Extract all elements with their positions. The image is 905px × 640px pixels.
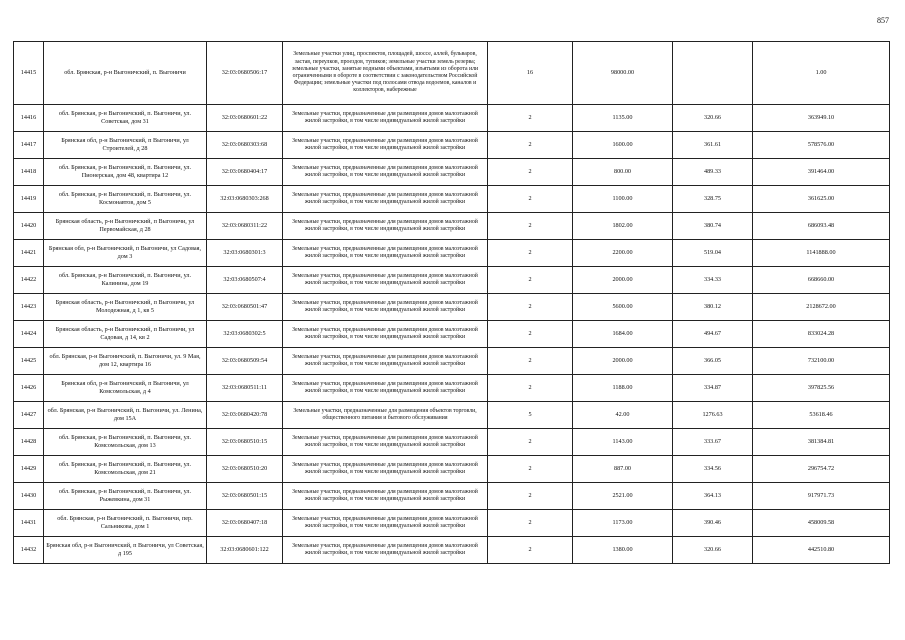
specific-value-cell <box>673 42 753 105</box>
group-cell: 2 <box>488 537 573 564</box>
row-number: 14426 <box>14 375 44 402</box>
land-use-cell: Земельные участки, предназначенные для размещения домов малоэтажной жилой застройки, в том числе индивидуальной жилой застройки <box>283 321 488 348</box>
group-cell: 2 <box>488 456 573 483</box>
group-cell: 2 <box>488 267 573 294</box>
address-cell: обл. Брянская, р-н Выгоничский, п. Выгоничи, пер. Сальникова, дом 1 <box>44 510 207 537</box>
row-number: 14432 <box>14 537 44 564</box>
area-cell: 800.00 <box>573 159 673 186</box>
cadastral-number-cell: 32:03:0680303:268 <box>207 186 283 213</box>
address-cell: Брянская обл, р-н Выгоничский, п Выгоничи, ул Строителей, д 28 <box>44 132 207 159</box>
area-cell: 1188.00 <box>573 375 673 402</box>
table-row <box>14 42 890 105</box>
area-cell: 1100.00 <box>573 186 673 213</box>
row-number: 14429 <box>14 456 44 483</box>
land-use-cell: Земельные участки, предназначенные для размещения домов малоэтажной жилой застройки, в том числе индивидуальной жилой застройки <box>283 510 488 537</box>
table-row <box>14 213 890 240</box>
row-number: 14427 <box>14 402 44 429</box>
cadastral-number-cell: 32:03:0680303:68 <box>207 132 283 159</box>
cadastral-value-cell: 296754.72 <box>753 456 890 483</box>
cadastral-number-cell: 32:03:0680420:78 <box>207 402 283 429</box>
specific-value-cell: 334.56 <box>673 456 753 483</box>
table-row <box>14 429 890 456</box>
cadastral-value-cell: 732100.00 <box>753 348 890 375</box>
cadastral-number-cell: 32:03:0680501:47 <box>207 294 283 321</box>
cadastral-value-cell: 2128672.00 <box>753 294 890 321</box>
table-row <box>14 321 890 348</box>
cadastral-value-cell: 397825.56 <box>753 375 890 402</box>
table-row <box>14 456 890 483</box>
specific-value-cell: 380.12 <box>673 294 753 321</box>
table-row <box>14 132 890 159</box>
cadastral-value-cell: 442510.80 <box>753 537 890 564</box>
group-cell: 2 <box>488 348 573 375</box>
land-use-cell: Земельные участки, предназначенные для размещения домов малоэтажной жилой застройки, в том числе индивидуальной жилой застройки <box>283 294 488 321</box>
address-cell: обл. Брянская, р-н Выгоничский, п. Выгоничи, ул. Пионерская, дом 48, квартира 12 <box>44 159 207 186</box>
row-number: 14423 <box>14 294 44 321</box>
address-cell: обл. Брянская, р-н Выгоничский, п. Выгоничи, ул. Рыжевкина, дом 31 <box>44 483 207 510</box>
specific-value-cell: 494.67 <box>673 321 753 348</box>
address-cell: обл. Брянская, р-н Выгоничский, п. Выгоничи, ул. Комсомольская, дом 21 <box>44 456 207 483</box>
cadastral-value-cell: 361625.00 <box>753 186 890 213</box>
area-cell: 2000.00 <box>573 348 673 375</box>
specific-value-cell: 320.66 <box>673 105 753 132</box>
row-number: 14416 <box>14 105 44 132</box>
cadastral-value-cell: 578576.00 <box>753 132 890 159</box>
land-use-cell: Земельные участки, предназначенные для размещения домов малоэтажной жилой застройки, в том числе индивидуальной жилой застройки <box>283 483 488 510</box>
cadastral-number-cell: 32:03:0680601:122 <box>207 537 283 564</box>
address-cell: Брянская обл, р-н Выгоничский, п Выгоничи, ул Советская, д 195 <box>44 537 207 564</box>
area-cell: 1173.00 <box>573 510 673 537</box>
area-cell: 1143.00 <box>573 429 673 456</box>
specific-value-cell: 328.75 <box>673 186 753 213</box>
area-cell: 1380.00 <box>573 537 673 564</box>
table-body <box>14 42 890 564</box>
land-use-cell: Земельные участки, предназначенные для размещения домов малоэтажной жилой застройки, в том числе индивидуальной жилой застройки <box>283 375 488 402</box>
cadastral-number-cell: 32:03:0680510:15 <box>207 429 283 456</box>
group-cell: 2 <box>488 375 573 402</box>
cadastral-number-cell: 32:03:0680601:22 <box>207 105 283 132</box>
address-cell: Брянская область, р-н Выгоничский, п Выгоничи, ул Молодежная, д 1, кв 5 <box>44 294 207 321</box>
land-use-cell: Земельные участки, предназначенные для размещения домов малоэтажной жилой застройки, в том числе индивидуальной жилой застройки <box>283 132 488 159</box>
table-row <box>14 483 890 510</box>
cadastral-number-cell: 32:03:0680509:54 <box>207 348 283 375</box>
cadastral-value-cell: 917971.73 <box>753 483 890 510</box>
row-number: 14417 <box>14 132 44 159</box>
table-row <box>14 240 890 267</box>
cadastral-number-cell: 32:03:0680510:20 <box>207 456 283 483</box>
table-row <box>14 510 890 537</box>
cadastral-number-cell: 32:03:0680301:3 <box>207 240 283 267</box>
cadastral-value-cell: 458009.58 <box>753 510 890 537</box>
address-cell: обл. Брянская, р-н Выгоничский, п. Выгоничи, ул. Космонавтов, дом 5 <box>44 186 207 213</box>
area-cell: 42.00 <box>573 402 673 429</box>
table-row <box>14 267 890 294</box>
cadastral-number-cell: 32:03:0680511:11 <box>207 375 283 402</box>
group-cell: 2 <box>488 294 573 321</box>
row-number: 14422 <box>14 267 44 294</box>
land-use-cell: Земельные участки, предназначенные для размещения домов малоэтажной жилой застройки, в том числе индивидуальной жилой застройки <box>283 456 488 483</box>
cadastral-number-cell: 32:03:0680501:15 <box>207 483 283 510</box>
group-cell: 2 <box>488 132 573 159</box>
group-cell: 2 <box>488 186 573 213</box>
table-row <box>14 294 890 321</box>
table-row <box>14 159 890 186</box>
cadastral-number-cell: 32:03:0680507:4 <box>207 267 283 294</box>
cadastral-value-cell: 668660.00 <box>753 267 890 294</box>
specific-value-cell: 333.67 <box>673 429 753 456</box>
group-cell: 2 <box>488 510 573 537</box>
group-cell: 5 <box>488 402 573 429</box>
table-row <box>14 537 890 564</box>
cadastral-value-cell: 1.00 <box>753 42 890 105</box>
land-use-cell: Земельные участки, предназначенные для размещения домов малоэтажной жилой застройки, в том числе индивидуальной жилой застройки <box>283 537 488 564</box>
area-cell: 5600.00 <box>573 294 673 321</box>
address-cell: обл. Брянская, р-н Выгоничский, п. Выгоничи <box>44 42 207 105</box>
group-cell: 16 <box>488 42 573 105</box>
cadastral-value-cell: 363949.10 <box>753 105 890 132</box>
address-cell: Брянская область, р-н Выгоничский, п Выгоничи, ул Первомайская, д 28 <box>44 213 207 240</box>
row-number: 14421 <box>14 240 44 267</box>
land-use-cell: Земельные участки, предназначенные для размещения домов малоэтажной жилой застройки, в том числе индивидуальной жилой застройки <box>283 429 488 456</box>
group-cell: 2 <box>488 429 573 456</box>
area-cell: 887.00 <box>573 456 673 483</box>
cadastral-number-cell: 32:03:0680404:17 <box>207 159 283 186</box>
cadastral-value-cell: 381384.81 <box>753 429 890 456</box>
cadastral-value-cell: 53618.46 <box>753 402 890 429</box>
land-use-cell: Земельные участки улиц, проспектов, площадей, шоссе, аллей, бульваров, застав, переулков, проездов, тупиков; земельные участки земель резерва; земельные участки, занятые водными объектами, изъятыми из оборота или ограниченными в обороте в соответствии с законодательством Российской Федерации; земельные участки под полосами отвода водоемов, каналов и коллекторов, набережные <box>283 42 488 105</box>
specific-value-cell: 320.66 <box>673 537 753 564</box>
row-number: 14418 <box>14 159 44 186</box>
specific-value-cell: 334.87 <box>673 375 753 402</box>
cadastral-number-cell: 32:03:0680407:18 <box>207 510 283 537</box>
specific-value-cell: 366.05 <box>673 348 753 375</box>
address-cell: Брянская обл, р-н Выгоничский, п Выгоничи, ул Комсомольская, д 4 <box>44 375 207 402</box>
land-use-cell: Земельные участки, предназначенные для размещения домов малоэтажной жилой застройки, в том числе индивидуальной жилой застройки <box>283 240 488 267</box>
specific-value-cell: 364.13 <box>673 483 753 510</box>
table-row <box>14 186 890 213</box>
table-row <box>14 375 890 402</box>
area-cell: 2521.00 <box>573 483 673 510</box>
land-use-cell: Земельные участки, предназначенные для размещения домов малоэтажной жилой застройки, в том числе индивидуальной жилой застройки <box>283 159 488 186</box>
specific-value-cell: 489.33 <box>673 159 753 186</box>
cadastral-value-cell: 1141888.00 <box>753 240 890 267</box>
row-number: 14415 <box>14 42 44 105</box>
address-cell: обл. Брянская, р-н Выгоничский, п. Выгоничи, ул. 9 Мая, дом 12, квартира 16 <box>44 348 207 375</box>
row-number: 14431 <box>14 510 44 537</box>
row-number: 14420 <box>14 213 44 240</box>
group-cell: 2 <box>488 321 573 348</box>
group-cell: 2 <box>488 105 573 132</box>
cadastral-value-cell: 391464.00 <box>753 159 890 186</box>
table-row <box>14 348 890 375</box>
area-cell: 2200.00 <box>573 240 673 267</box>
specific-value-cell: 390.46 <box>673 510 753 537</box>
land-use-cell: Земельные участки, предназначенные для размещения домов малоэтажной жилой застройки, в том числе индивидуальной жилой застройки <box>283 267 488 294</box>
cadastral-value-cell: 833024.28 <box>753 321 890 348</box>
address-cell: обл. Брянская, р-н Выгоничский, п. Выгоничи, ул. Ленина, дом 15А <box>44 402 207 429</box>
specific-value-cell: 380.74 <box>673 213 753 240</box>
specific-value-cell: 361.61 <box>673 132 753 159</box>
area-cell: 1684.00 <box>573 321 673 348</box>
area-cell: 1802.00 <box>573 213 673 240</box>
cadastral-number-cell: 32:03:0680302:5 <box>207 321 283 348</box>
area-cell: 98000.00 <box>573 42 673 105</box>
specific-value-cell: 1276.63 <box>673 402 753 429</box>
page-number: 857 <box>877 16 889 25</box>
group-cell: 2 <box>488 240 573 267</box>
address-cell: Брянская обл, р-н Выгоничский, п Выгоничи, ул Садовая, дом 3 <box>44 240 207 267</box>
row-number: 14425 <box>14 348 44 375</box>
land-use-cell: Земельные участки, предназначенные для размещения домов малоэтажной жилой застройки, в том числе индивидуальной жилой застройки <box>283 348 488 375</box>
land-use-cell: Земельные участки, предназначенные для размещения объектов торговли, общественного питания и бытового обслуживания <box>283 402 488 429</box>
area-cell: 1600.00 <box>573 132 673 159</box>
land-use-cell: Земельные участки, предназначенные для размещения домов малоэтажной жилой застройки, в том числе индивидуальной жилой застройки <box>283 186 488 213</box>
land-use-cell: Земельные участки, предназначенные для размещения домов малоэтажной жилой застройки, в том числе индивидуальной жилой застройки <box>283 213 488 240</box>
address-cell: обл. Брянская, р-н Выгоничский, п. Выгоничи, ул. Калинина, дом 19 <box>44 267 207 294</box>
land-use-cell: Земельные участки, предназначенные для размещения домов малоэтажной жилой застройки, в том числе индивидуальной жилой застройки <box>283 105 488 132</box>
cadastral-value-cell: 686093.48 <box>753 213 890 240</box>
group-cell: 2 <box>488 213 573 240</box>
address-cell: обл. Брянская, р-н Выгоничский, п. Выгоничи, ул. Советская, дом 31 <box>44 105 207 132</box>
row-number: 14430 <box>14 483 44 510</box>
area-cell: 2000.00 <box>573 267 673 294</box>
row-number: 14428 <box>14 429 44 456</box>
cadastral-value-table <box>13 41 890 564</box>
cadastral-number-cell: 32:03:0680506:17 <box>207 42 283 105</box>
row-number: 14424 <box>14 321 44 348</box>
table-row <box>14 105 890 132</box>
specific-value-cell: 519.04 <box>673 240 753 267</box>
address-cell: Брянская область, р-н Выгоничский, п Выгоничи, ул Садовая, д 14, кв 2 <box>44 321 207 348</box>
row-number: 14419 <box>14 186 44 213</box>
table-row <box>14 402 890 429</box>
group-cell: 2 <box>488 483 573 510</box>
specific-value-cell: 334.33 <box>673 267 753 294</box>
group-cell: 2 <box>488 159 573 186</box>
area-cell: 1135.00 <box>573 105 673 132</box>
address-cell: обл. Брянская, р-н Выгоничский, п. Выгоничи, ул. Комсомольская, дом 13 <box>44 429 207 456</box>
cadastral-number-cell: 32:03:0680311:22 <box>207 213 283 240</box>
